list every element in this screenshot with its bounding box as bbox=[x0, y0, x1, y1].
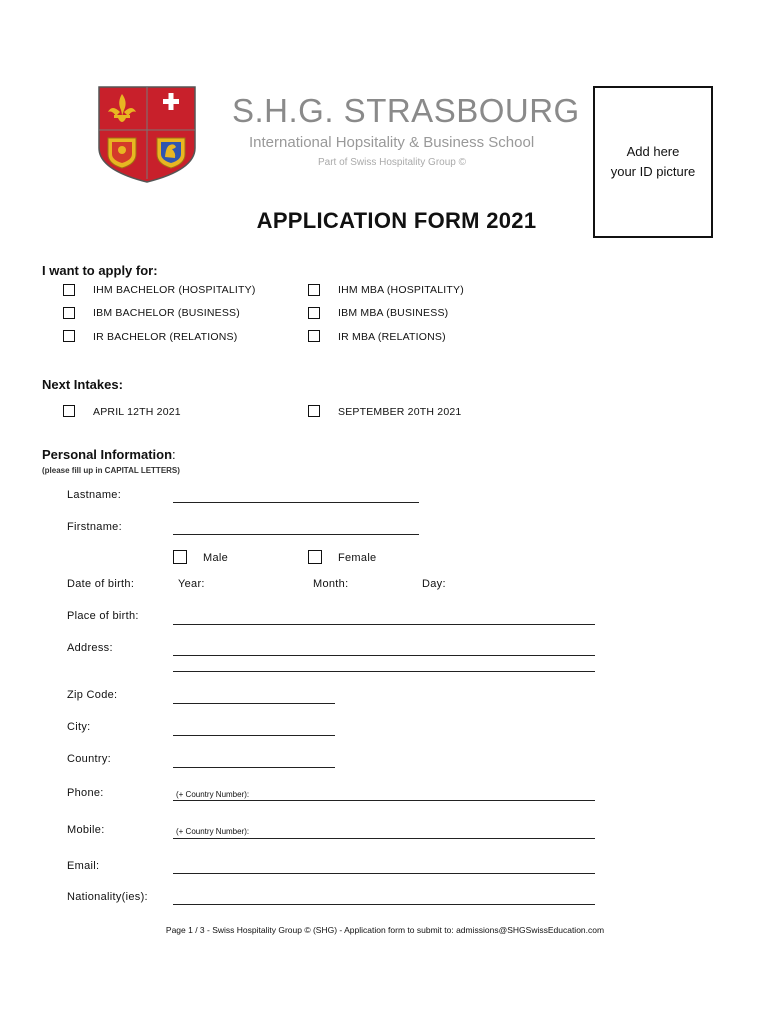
school-group: Part of Swiss Hospitality Group © bbox=[318, 157, 466, 168]
form-title: APPLICATION FORM 2021 bbox=[256, 208, 537, 233]
personal-heading bbox=[42, 447, 176, 462]
apply-heading: I want to apply for: bbox=[42, 263, 158, 278]
email-field[interactable] bbox=[173, 873, 595, 874]
phone-label: Phone: bbox=[67, 787, 104, 799]
option-april-intake: APRIL 12TH 2021 bbox=[93, 406, 181, 418]
phone-hint: (+ Country Number): bbox=[176, 790, 250, 799]
place-of-birth-label: Place of birth: bbox=[67, 610, 139, 622]
option-ihm-mba: IHM MBA (HOSPITALITY) bbox=[338, 284, 464, 296]
option-ir-bachelor: IR BACHELOR (RELATIONS) bbox=[93, 331, 238, 343]
female-label: Female bbox=[338, 552, 377, 564]
email-label: Email: bbox=[67, 860, 100, 872]
option-ihm-bachelor: IHM BACHELOR (HOSPITALITY) bbox=[93, 284, 256, 296]
school-subtitle: International Hopsitality & Business School bbox=[249, 134, 535, 151]
firstname-label: Firstname: bbox=[67, 521, 122, 533]
mobile-field[interactable] bbox=[173, 838, 595, 839]
male-label: Male bbox=[203, 552, 229, 564]
zip-label: Zip Code: bbox=[67, 689, 118, 701]
intakes-heading: Next Intakes: bbox=[42, 377, 123, 392]
checkbox-september-intake[interactable] bbox=[308, 405, 320, 417]
personal-heading-colon: : bbox=[172, 447, 176, 462]
dob-day-field[interactable]: Day: bbox=[422, 578, 446, 590]
page-footer: Page 1 / 3 - Swiss Hospitality Group © (SHG) - Application form to submit to: admissions@SHGSwissEducation.com bbox=[165, 925, 605, 935]
id-box-line-2: your ID picture bbox=[610, 164, 696, 179]
checkbox-ihm-bachelor[interactable] bbox=[63, 284, 75, 296]
dob-label: Date of birth: bbox=[67, 578, 135, 590]
checkbox-ihm-mba[interactable] bbox=[308, 284, 320, 296]
id-box-line-1: Add here bbox=[626, 144, 680, 159]
checkbox-ir-bachelor[interactable] bbox=[63, 330, 75, 342]
checkbox-male[interactable] bbox=[173, 550, 187, 564]
school-name: S.H.G. STRASBOURG bbox=[232, 92, 580, 129]
address-label: Address: bbox=[67, 642, 113, 654]
address-field-line-2[interactable] bbox=[173, 671, 595, 672]
lastname-label: Lastname: bbox=[67, 489, 122, 501]
lastname-field[interactable] bbox=[173, 502, 419, 503]
city-label: City: bbox=[67, 721, 91, 733]
checkbox-ir-mba[interactable] bbox=[308, 330, 320, 342]
option-ibm-mba: IBM MBA (BUSINESS) bbox=[338, 307, 449, 319]
option-ibm-bachelor: IBM BACHELOR (BUSINESS) bbox=[93, 307, 240, 319]
checkbox-ibm-mba[interactable] bbox=[308, 307, 320, 319]
country-label: Country: bbox=[67, 753, 111, 765]
personal-heading-text: Personal Information bbox=[42, 447, 173, 462]
country-field[interactable] bbox=[173, 767, 335, 768]
place-of-birth-field[interactable] bbox=[173, 624, 595, 625]
firstname-field[interactable] bbox=[173, 534, 419, 535]
city-field[interactable] bbox=[173, 735, 335, 736]
dob-year-field[interactable]: Year: bbox=[178, 578, 205, 590]
option-september-intake: SEPTEMBER 20TH 2021 bbox=[338, 406, 462, 418]
checkbox-ibm-bachelor[interactable] bbox=[63, 307, 75, 319]
checkbox-april-intake[interactable] bbox=[63, 405, 75, 417]
coat-of-arms-icon bbox=[98, 86, 196, 184]
zip-field[interactable] bbox=[173, 703, 335, 704]
option-ir-mba: IR MBA (RELATIONS) bbox=[338, 331, 446, 343]
phone-field[interactable] bbox=[173, 800, 595, 801]
dob-month-field[interactable]: Month: bbox=[313, 578, 349, 590]
nationality-label: Nationality(ies): bbox=[67, 891, 148, 903]
address-field-line-1[interactable] bbox=[173, 655, 595, 656]
nationality-field[interactable] bbox=[173, 904, 595, 905]
checkbox-female[interactable] bbox=[308, 550, 322, 564]
mobile-hint: (+ Country Number): bbox=[176, 827, 250, 836]
mobile-label: Mobile: bbox=[67, 824, 105, 836]
capital-letters-note: (please fill up in CAPITAL LETTERS) bbox=[42, 466, 180, 475]
